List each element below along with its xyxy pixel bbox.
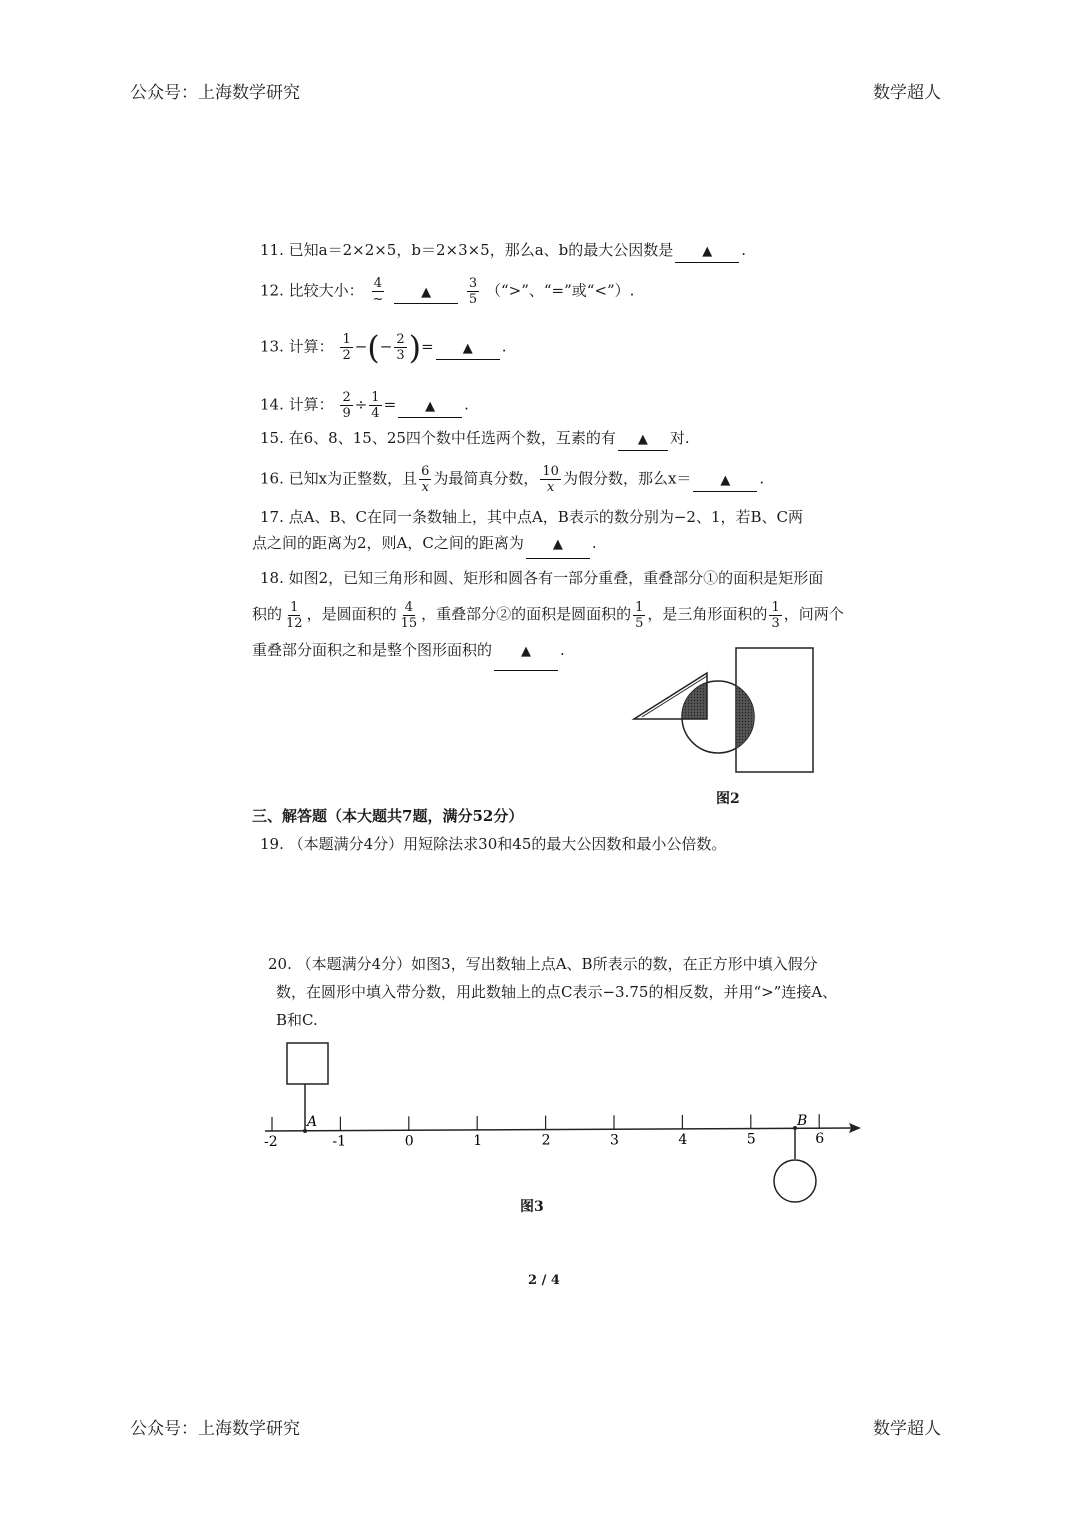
q15-suffix: 对. xyxy=(669,429,690,447)
q13-fraction-2: $\frac{2}{3}$ xyxy=(396,332,405,363)
q14-prefix: 计算： xyxy=(288,395,334,414)
answer-square xyxy=(287,1043,328,1084)
q15-number: 15. xyxy=(260,429,284,447)
q18-number: 18. xyxy=(260,569,284,587)
question-14: 14. 计算： $\frac{2}{9}$ ÷ $\frac{1}{4}$ = ▲ . xyxy=(260,390,469,421)
header-right: 数学超人 xyxy=(873,83,941,103)
q12-suffix: （“>”、“=”或“<”）. xyxy=(485,281,635,300)
question-12 xyxy=(260,276,634,307)
q17-number: 17. xyxy=(260,508,284,526)
q13-minus: − xyxy=(354,337,368,356)
q16-fraction-2: $\frac{10}{x}$ xyxy=(542,464,559,495)
footer-right: 数学超人 xyxy=(873,1419,941,1439)
page-number: 2 / 4 xyxy=(528,1273,560,1288)
q15-text: 在6、8、15、25四个数中任选两个数，互素的有 xyxy=(288,429,616,447)
q14-fraction-1: $\frac{2}{9}$ xyxy=(342,390,351,421)
q13-answer-blank: ▲ xyxy=(436,337,500,360)
q16-answer-blank: ▲ xyxy=(693,469,757,492)
axis-tick-label: 4 xyxy=(678,1131,688,1148)
q18-fraction-a: $\frac{1}{12}$ xyxy=(286,599,303,631)
q13-number: 13. xyxy=(260,337,284,356)
question-17: 17. 点A、B、C在同一条数轴上，其中点A，B表示的数分别为−2、1，若B、C两 点之间的距离为2，则A，C之间的距离为 ▲ . xyxy=(252,504,852,559)
question-15 xyxy=(260,428,690,451)
axis-tick-label: -1 xyxy=(332,1133,347,1150)
axis-tick-label: 3 xyxy=(610,1132,619,1149)
axis-tick-label: -2 xyxy=(264,1134,278,1150)
q18-fraction-b: $\frac{4}{15}$ xyxy=(400,599,418,631)
section-3-heading: 三、解答题（本大题共7题，满分52分） xyxy=(252,807,524,825)
question-16: 16. 已知x为正整数，且 $\frac{6}{x}$ 为最简真分数， $\frac{10}{x}$ 为假分数，那么x＝ ▲ . xyxy=(260,464,765,495)
q18-fraction-c: $\frac{1}{5}$ xyxy=(635,599,644,631)
header-left: 公众号：上海数学研究 xyxy=(130,83,300,103)
q18-line1: 如图2，已知三角形和圆、矩形和圆各有一部分重叠，重叠部分①的面积是矩形面 xyxy=(288,569,824,587)
axis-tick-label: 5 xyxy=(746,1131,756,1148)
q12-answer-blank: ▲ xyxy=(394,281,458,304)
q18-line3: 重叠部分面积之和是整个图形面积的 xyxy=(252,641,493,659)
axis-tick-label: 6 xyxy=(815,1131,825,1148)
figure-3-caption: 图3 xyxy=(520,1199,544,1215)
q20-line1: （本题满分4分）如图3，写出数轴上点A、B所表示的数，在正方形中填入假分 xyxy=(296,955,818,973)
q20-line2: 数，在圆形中填入带分数，用此数轴上的点C表示−3.75的相反数，并用“>”连接A、 xyxy=(276,983,838,1001)
q11-text: 已知a＝2×2×5，b＝2×3×5，那么a、b的最大公因数是 xyxy=(288,241,674,259)
q13-fraction-1: $\frac{1}{2}$ xyxy=(342,332,351,363)
q17-answer-blank: ▲ xyxy=(526,530,590,559)
figure-3-number-line xyxy=(255,1035,875,1210)
q12-prefix: 比较大小： xyxy=(288,281,364,300)
q14-fraction-2: $\frac{1}{4}$ xyxy=(371,390,380,421)
q13-prefix: 计算： xyxy=(288,337,334,356)
q12-fraction-1: $\frac{4}{\sim}$ xyxy=(372,276,384,307)
axis-tick-label: 1 xyxy=(473,1132,483,1149)
question-19 xyxy=(260,834,726,854)
q17-line2: 点之间的距离为2，则A，C之间的距离为 xyxy=(252,534,524,552)
q19-number: 19. xyxy=(260,835,284,853)
q16-fraction-1: $\frac{6}{x}$ xyxy=(421,464,430,495)
q16-mid: 为最简真分数， xyxy=(433,469,539,488)
q14-answer-blank: ▲ xyxy=(398,395,462,418)
q12-number: 12. xyxy=(260,281,284,300)
q18-fraction-d: $\frac{1}{3}$ xyxy=(771,599,780,631)
question-13: 13. 计算： $\frac{1}{2}$ −(− $\frac{2}{3}$ )= ▲ . xyxy=(260,328,507,367)
q11-number: 11. xyxy=(260,241,284,259)
q16-prefix: 已知x为正整数，且 xyxy=(288,469,418,488)
answer-circle xyxy=(774,1160,816,1202)
footer-left: 公众号：上海数学研究 xyxy=(130,1419,300,1439)
point-a-label: A xyxy=(307,1114,318,1130)
figure-2-diagram xyxy=(630,645,820,780)
axis-line xyxy=(265,1128,853,1131)
axis-tick-label: 0 xyxy=(404,1133,414,1150)
question-20 xyxy=(268,950,858,1034)
q18-answer-blank: ▲ xyxy=(494,632,558,671)
q19-text: （本题满分4分）用短除法求30和45的最大公因数和最小公倍数。 xyxy=(288,835,727,853)
q20-line3: B和C. xyxy=(276,1011,318,1029)
q17-line1: 点A、B、C在同一条数轴上，其中点A，B表示的数分别为−2、1，若B、C两 xyxy=(288,508,803,526)
question-18: 18. 如图2，已知三角形和圆、矩形和圆各有一部分重叠，重叠部分①的面积是矩形面 积的 $\frac{1}{12}$ ，是圆面积的 $\frac{4}{15}$ ，重叠部分②的面积是圆面积的 $\frac{1}{5}$ ，是三角形面积的 $\frac{1}{3}$ ，问两个 重叠部分面积之和是整个图形面积的 ▲ . xyxy=(252,560,862,671)
overlap-region-1 xyxy=(736,675,776,765)
q14-number: 14. xyxy=(260,395,284,414)
q16-number: 16. xyxy=(260,469,284,488)
question-11: 11. 已知a＝2×2×5，b＝2×3×5，那么a、b的最大公因数是 ▲ . xyxy=(260,240,746,263)
q20-number: 20. xyxy=(268,955,292,973)
q16-suffix: 为假分数，那么x＝ xyxy=(562,469,692,488)
figure-2-caption: 图2 xyxy=(716,791,740,807)
q15-answer-blank: ▲ xyxy=(618,428,668,451)
point-b-label: B xyxy=(797,1113,808,1129)
q12-fraction-2: $\frac{3}{5}$ xyxy=(468,276,478,307)
axis-tick-label: 2 xyxy=(541,1132,551,1149)
q11-answer-blank: ▲ xyxy=(675,240,739,263)
